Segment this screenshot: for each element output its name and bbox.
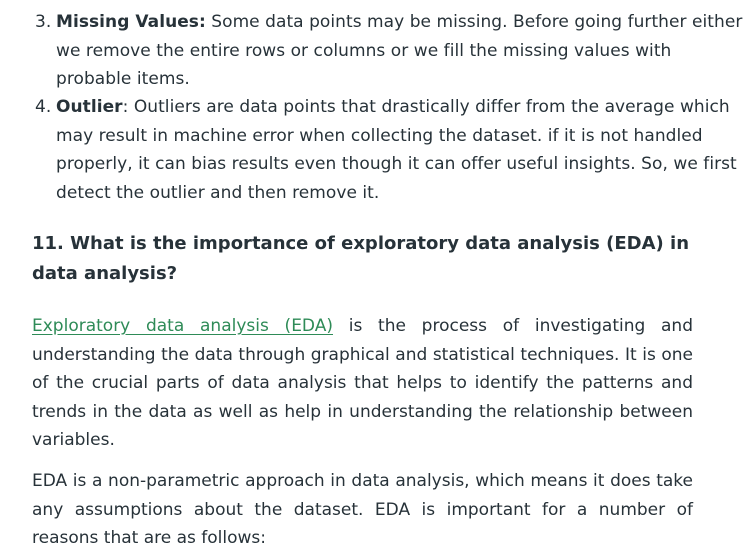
list-item-number: 4. <box>35 97 52 117</box>
eda-importance-paragraph: EDA is a non-parametric approach in data analysis, which means it does take any assumptions about the dataset. EDA is important for a number of reasons that are as follows: <box>32 471 693 549</box>
list-item-term: Missing Values: <box>56 12 206 32</box>
eda-link[interactable]: Exploratory data analysis (EDA) <box>32 316 333 336</box>
list-item-text: : Outliers are data points that drastically differ from the average which may result in machine error when collecting the dataset. if it is not handled properly, it can bias results even though it can offer useful insights. So, we first detect the outlier and then remove it. <box>56 97 737 203</box>
list-item-term: Outlier <box>56 97 123 117</box>
list-item-text: Some data points may be missing. Before going further either we remove the entire rows or columns or we fill the missing values with probable items. <box>56 12 743 89</box>
list-item-missing-values <box>35 8 744 94</box>
eda-definition-paragraph <box>32 312 693 455</box>
list-item-number: 3. <box>35 12 52 32</box>
section-heading: 11. What is the importance of exploratory data analysis (EDA) in data analysis? <box>32 233 690 284</box>
eda-definition-text: is the process of investigating and understanding the data through graphical and statistical techniques. It is one of the crucial parts of data analysis that helps to identify the patterns and trends in the data as well as help in understanding the relationship between variables. <box>32 316 694 451</box>
list-item-outlier <box>35 93 744 207</box>
